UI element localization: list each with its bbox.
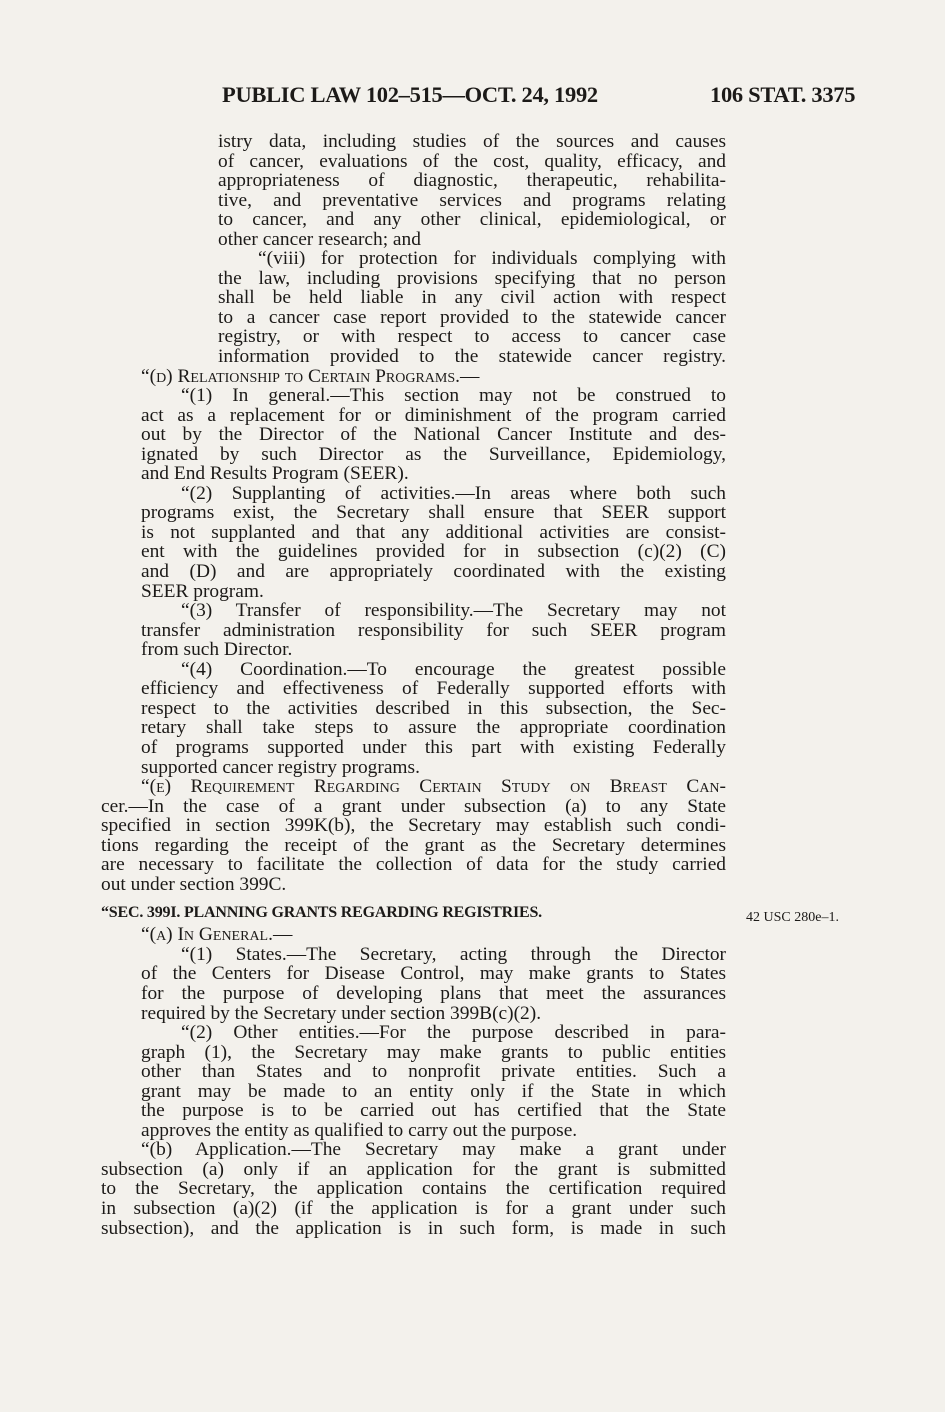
text-line: efficiency and effectiveness of Federally supported efforts with — [141, 678, 726, 700]
text-line: other cancer research; and — [218, 228, 421, 250]
text-line: graph (1), the Secretary may make grants to public entities — [141, 1041, 726, 1063]
text-line: to the Secretary, the application contains the certification required — [101, 1178, 726, 1200]
text-line: programs exist, the Secretary shall ensure that SEER support — [141, 502, 726, 524]
text-line: supported cancer registry programs. — [141, 756, 420, 778]
text-line: are necessary to facilitate the collection of data for the study carried — [101, 854, 726, 876]
text-line: cer.—In the case of a grant under subsection (a) to any State — [101, 795, 726, 817]
subsection-heading: “(d) Relationship to Certain Programs.— — [141, 365, 480, 387]
text-line: of programs supported under this part with existing Federally — [141, 736, 726, 758]
paragraph-heading: “(2) Supplanting of activities.—In areas where both such — [181, 482, 726, 504]
text-line: tions regarding the receipt of the grant as the Secretary determines — [101, 834, 726, 856]
text-line: required by the Secretary under section 399B(c)(2). — [141, 1002, 542, 1024]
subsection-heading: “(e) Requirement Regarding Certain Study on Breast Can- — [141, 776, 726, 798]
text-line: tive, and preventative services and programs relating — [218, 189, 726, 211]
text-line: is not supplanted and that any additional activities are consist- — [141, 521, 726, 543]
text-line: respect to the activities described in this subsection, the Sec- — [141, 697, 726, 719]
text-line: the law, including provisions specifying that no person — [218, 267, 726, 289]
text-line: subsection), and the application is in such form, is made in such — [101, 1217, 726, 1239]
text-line: grant may be made to an entity only if the State in which — [141, 1080, 726, 1102]
text-line: subsection (a) only if an application for the grant is submitted — [101, 1158, 726, 1180]
text-line: registry, or with respect to access to cancer case — [218, 326, 726, 348]
text-line: to a cancer case report provided to the statewide cancer — [218, 306, 726, 328]
text-line: to cancer, and any other clinical, epidemiological, or — [218, 209, 726, 231]
text-line: out under section 399C. — [101, 873, 287, 895]
paragraph-heading: “(1) States.—The Secretary, acting through the Director — [181, 943, 726, 965]
paragraph-heading: “(3) Transfer of responsibility.—The Secretary may not — [181, 600, 726, 622]
subsection-heading: “(a) In General.— — [141, 924, 293, 946]
text-line: of cancer, evaluations of the cost, quality, efficacy, and — [218, 150, 726, 172]
text-line: ignated by such Director as the Surveillance, Epidemiology, — [141, 443, 726, 465]
text-line: shall be held liable in any civil action with respect — [218, 287, 726, 309]
text-line: the purpose is to be carried out has certified that the State — [141, 1100, 726, 1122]
text-line: istry data, including studies of the sources and causes — [218, 131, 726, 152]
text-line: specified in section 399K(b), the Secretary may establish such condi- — [101, 815, 726, 837]
subsection-heading: “(b) Application.—The Secretary may make a grant under — [141, 1139, 726, 1161]
paragraph-heading: “(4) Coordination.—To encourage the greatest possible — [181, 658, 726, 680]
text-line: transfer administration responsibility for such SEER program — [141, 619, 726, 641]
text-line: information provided to the statewide cancer registry. — [218, 346, 726, 368]
text-line: out by the Director of the National Cancer Institute and des- — [141, 424, 726, 446]
text-line: and (D) and are appropriately coordinated with the existing — [141, 561, 726, 583]
text-line: appropriateness of diagnostic, therapeutic, rehabilita- — [218, 170, 726, 192]
text-line: retary shall take steps to assure the appropriate coordination — [141, 717, 726, 739]
statute-body — [101, 132, 726, 1238]
section-heading: “SEC. 399I. PLANNING GRANTS REGARDING REGISTRIES. — [101, 904, 542, 922]
text-line: from such Director. — [141, 639, 293, 661]
usc-margin-citation: 42 USC 280e–1. — [746, 910, 839, 925]
running-header — [0, 82, 945, 112]
paragraph-heading: “(2) Other entities.—For the purpose described in para- — [181, 1022, 726, 1044]
text-line: SEER program. — [141, 580, 264, 602]
text-line: ent with the guidelines provided for in subsection (c)(2) (C) — [141, 541, 726, 563]
text-line: and End Results Program (SEER). — [141, 463, 409, 485]
text-line: in subsection (a)(2) (if the application is for a grant under such — [101, 1197, 726, 1219]
text-line: for the purpose of developing plans that meet the assurances — [141, 982, 726, 1004]
text-line: approves the entity as qualified to carry out the purpose. — [141, 1119, 578, 1141]
header-title: PUBLIC LAW 102–515—OCT. 24, 1992 — [222, 82, 598, 107]
header-stat-page: 106 STAT. 3375 — [710, 82, 856, 107]
paragraph-heading: “(1) In general.—This section may not be construed to — [181, 385, 726, 407]
text-line: “(viii) for protection for individuals complying with — [258, 248, 726, 270]
text-line: act as a replacement for or diminishment of the program carried — [141, 404, 726, 426]
text-line: of the Centers for Disease Control, may make grants to States — [141, 963, 726, 985]
text-line: other than States and to nonprofit private entities. Such a — [141, 1061, 726, 1083]
